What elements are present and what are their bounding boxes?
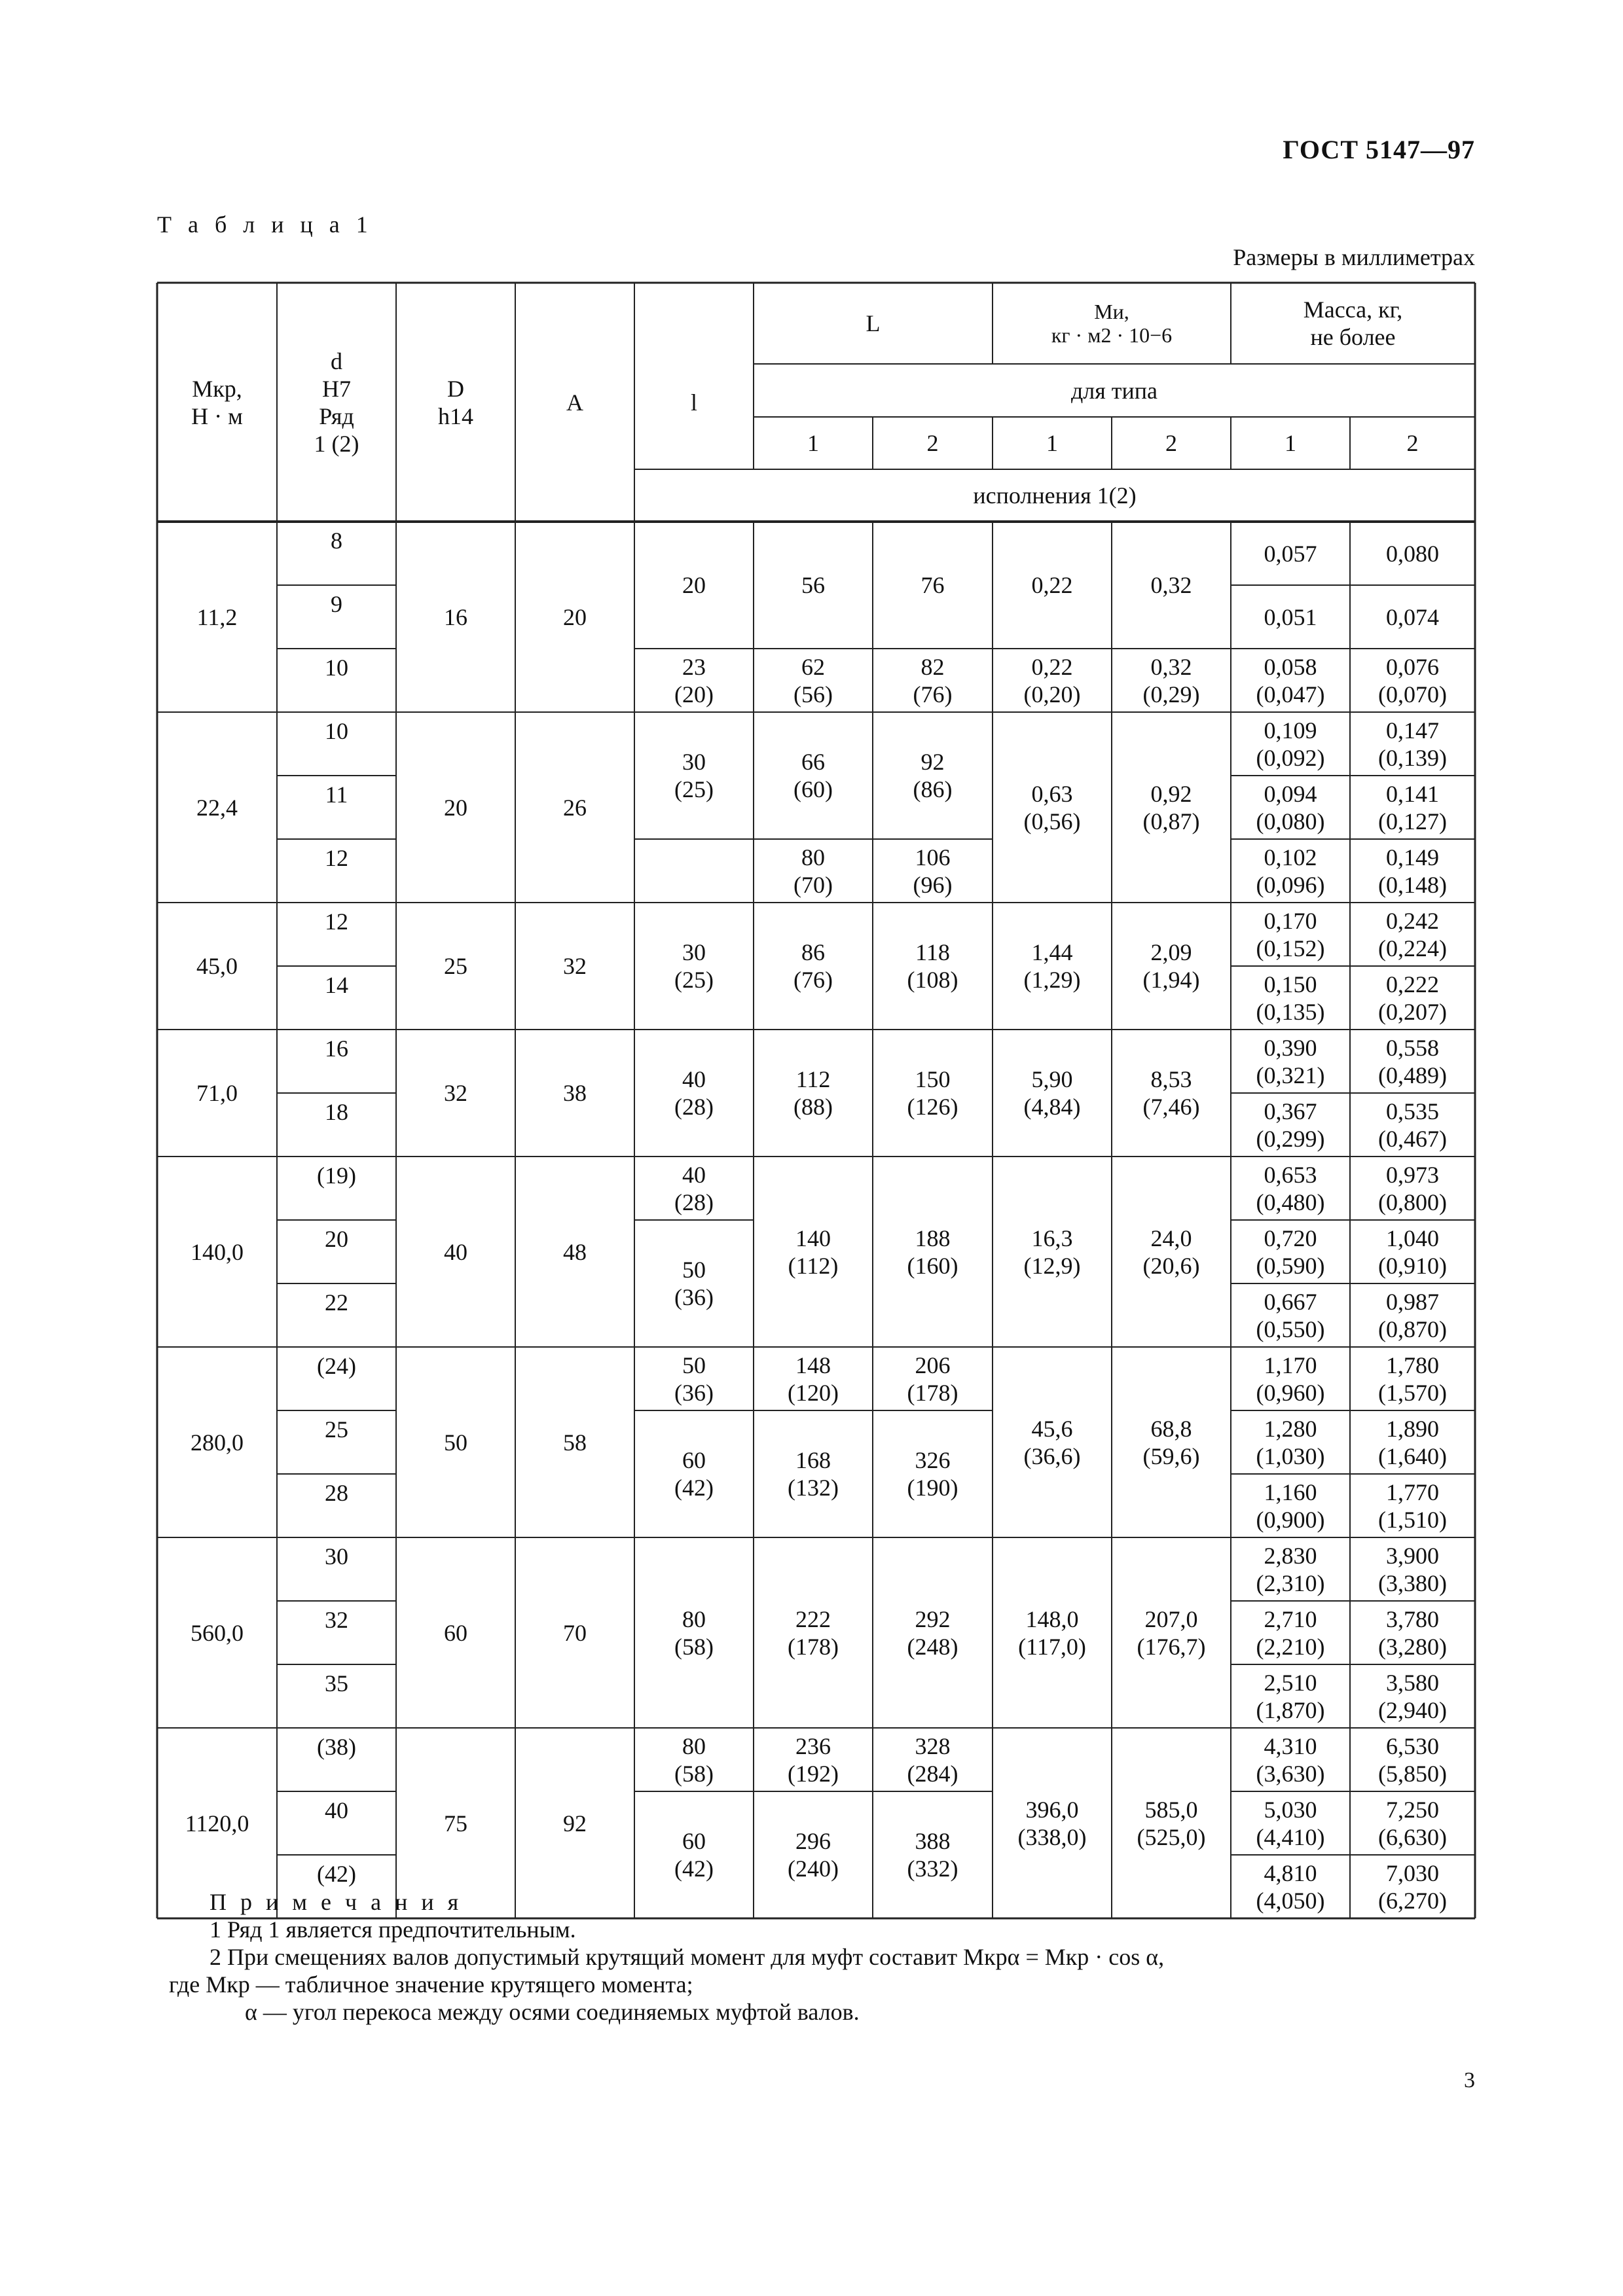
bore-d-value: 9 (331, 591, 342, 617)
length-l-value: 50 (36) (674, 1352, 714, 1406)
bore-d-value: 20 (325, 1226, 348, 1252)
length-L-type1-value: 236 (192) (788, 1732, 839, 1787)
mass-type1-value: 2,510 (1,870) (1256, 1669, 1325, 1723)
length-l-value: 60 (42) (674, 1447, 714, 1501)
length-l-value: 60 (42) (674, 1828, 714, 1882)
mass-type1-value: 2,830 (2,310) (1256, 1542, 1325, 1596)
mass-type2-value: 0,149 (0,148) (1378, 844, 1447, 898)
bore-D-value: 25 (444, 953, 467, 979)
length-l-value: 23 (20) (674, 653, 714, 708)
mass-type2-value: 1,890 (1,640) (1378, 1415, 1447, 1469)
header-type-1: 1 (1046, 430, 1058, 456)
inertia-type1-value: 45,6 (36,6) (1023, 1415, 1081, 1469)
torque-value: 11,2 (196, 603, 238, 630)
mass-type2-value: 1,780 (1,570) (1378, 1352, 1447, 1406)
bore-d-value: (38) (317, 1734, 356, 1760)
mass-type2-value: 0,080 (1386, 540, 1439, 567)
note-1: 1 Ряд 1 является предпочтительным. (210, 1916, 576, 1943)
length-l-value: 30 (25) (674, 939, 714, 993)
mass-type1-value: 2,710 (2,210) (1256, 1605, 1325, 1660)
length-L-type2-value: 388 (332) (907, 1828, 958, 1882)
bore-d-value: 16 (325, 1035, 348, 1062)
inertia-type2-value: 24,0 (20,6) (1142, 1225, 1200, 1279)
mass-type2-value: 6,530 (5,850) (1378, 1732, 1447, 1787)
inertia-type2-value: 585,0 (525,0) (1137, 1796, 1206, 1850)
inertia-type1-value: 5,90 (4,84) (1023, 1066, 1081, 1120)
dimension-A-value: 48 (563, 1238, 587, 1265)
mass-type2-value: 0,535 (0,467) (1378, 1098, 1447, 1152)
inertia-type1-value: 0,22 (0,20) (1023, 653, 1081, 708)
mass-type1-value: 0,367 (0,299) (1256, 1098, 1325, 1152)
inertia-type1-value: 0,22 (1031, 572, 1073, 598)
mass-type1-value: 0,102 (0,096) (1256, 844, 1325, 898)
length-L-type2-value: 188 (160) (907, 1225, 958, 1279)
bore-D-value: 75 (444, 1810, 467, 1837)
dimension-A-value: 92 (563, 1810, 587, 1837)
dimension-A-value: 26 (563, 794, 587, 821)
length-l-value: 40 (28) (674, 1066, 714, 1120)
dimension-A-value: 32 (563, 953, 587, 979)
mass-type2-value: 7,030 (6,270) (1378, 1859, 1447, 1914)
mass-type2-value: 0,076 (0,070) (1378, 653, 1447, 708)
bore-d-value: (19) (317, 1162, 356, 1189)
mass-type2-value: 0,973 (0,800) (1378, 1161, 1447, 1215)
inertia-type1-value: 16,3 (12,9) (1023, 1225, 1081, 1279)
length-L-type1-value: 140 (112) (788, 1225, 839, 1279)
length-L-type2-value: 206 (178) (907, 1352, 958, 1406)
mass-type1-value: 0,150 (0,135) (1256, 971, 1325, 1025)
length-L-type1-value: 168 (132) (788, 1447, 839, 1501)
header-l: l (690, 389, 697, 416)
torque-value: 560,0 (191, 1619, 244, 1646)
header-type-2: 2 (926, 430, 939, 456)
length-l-value: 30 (25) (674, 749, 714, 802)
bore-d-value: 10 (325, 718, 348, 744)
length-L-type2-value: 82 (76) (913, 653, 953, 708)
standard-title: ГОСТ 5147—97 (1283, 135, 1475, 164)
torque-value: 140,0 (191, 1238, 244, 1265)
mass-type1-value: 0,720 (0,590) (1256, 1225, 1325, 1279)
mass-type1-value: 0,667 (0,550) (1256, 1288, 1325, 1342)
mass-type2-value: 1,040 (0,910) (1378, 1225, 1447, 1279)
bore-d-value: 22 (325, 1289, 348, 1316)
length-l-value: 50 (36) (674, 1257, 714, 1310)
bore-d-value: 28 (325, 1480, 348, 1506)
mass-type1-value: 4,810 (4,050) (1256, 1859, 1325, 1914)
mass-type1-value: 1,170 (0,960) (1256, 1352, 1325, 1406)
length-l-value: 40 (28) (674, 1161, 714, 1215)
inertia-type1-value: 148,0 (117,0) (1018, 1605, 1086, 1660)
length-L-type1-value: 66 (60) (793, 749, 833, 802)
length-L-type2-value: 292 (248) (907, 1605, 958, 1660)
length-l-value: 20 (682, 572, 706, 598)
length-L-type1-value: 62 (56) (793, 653, 833, 708)
header-version: исполнения 1(2) (973, 482, 1137, 509)
mass-type1-value: 4,310 (3,630) (1256, 1732, 1325, 1787)
dimension-A-value: 20 (563, 603, 587, 630)
bore-d-value: 40 (325, 1797, 348, 1823)
page-number: 3 (1464, 2068, 1475, 2092)
header-type-2: 2 (1165, 430, 1177, 456)
mass-type1-value: 0,057 (1264, 540, 1317, 567)
dimension-A-value: 70 (563, 1619, 587, 1646)
bore-d-value: 10 (325, 655, 348, 681)
inertia-type2-value: 68,8 (59,6) (1142, 1415, 1200, 1469)
inertia-type2-value: 0,32 (1150, 572, 1192, 598)
length-L-type2-value: 106 (96) (913, 844, 953, 898)
bore-d-value: 14 (325, 972, 348, 998)
mass-type2-value: 0,141 (0,127) (1378, 780, 1447, 834)
mass-type1-value: 0,058 (0,047) (1256, 653, 1325, 708)
mass-type1-value: 0,170 (0,152) (1256, 907, 1325, 961)
length-L-type1-value: 148 (120) (788, 1352, 839, 1406)
mass-type2-value: 0,558 (0,489) (1378, 1034, 1447, 1088)
inertia-type1-value: 0,63 (0,56) (1023, 780, 1081, 834)
inertia-type2-value: 2,09 (1,94) (1142, 939, 1200, 993)
inertia-type2-value: 0,92 (0,87) (1142, 780, 1200, 834)
mass-type1-value: 0,051 (1264, 603, 1317, 630)
mass-type2-value: 3,780 (3,280) (1378, 1605, 1447, 1660)
torque-value: 1120,0 (185, 1810, 249, 1837)
length-L-type2-value: 76 (921, 572, 945, 598)
bore-D-value: 50 (444, 1429, 467, 1456)
mass-type2-value: 3,580 (2,940) (1378, 1669, 1447, 1723)
length-L-type2-value: 92 (86) (913, 749, 953, 802)
length-L-type2-value: 328 (284) (907, 1732, 958, 1787)
bore-d-value: 12 (325, 845, 348, 871)
mass-type1-value: 0,390 (0,321) (1256, 1034, 1325, 1088)
header-mass: Масса, кг, не более (1303, 296, 1403, 350)
mass-type2-value: 3,900 (3,380) (1378, 1542, 1447, 1596)
mass-type1-value: 0,109 (0,092) (1256, 717, 1325, 771)
torque-value: 22,4 (196, 794, 238, 821)
header-A: A (566, 389, 583, 416)
bore-d-value: 25 (325, 1416, 348, 1443)
inertia-type2-value: 0,32 (0,29) (1142, 653, 1200, 708)
length-L-type2-value: 118 (108) (907, 939, 958, 993)
bore-d-value: 8 (331, 528, 342, 554)
note-2-alpha: α — угол перекоса между осями соединяемых муфтой валов. (245, 1999, 860, 2025)
bore-d-value: 30 (325, 1543, 348, 1570)
length-L-type1-value: 222 (178) (788, 1605, 839, 1660)
length-L-type1-value: 86 (76) (793, 939, 833, 993)
mass-type1-value: 0,653 (0,480) (1256, 1161, 1325, 1215)
mass-type2-value: 0,987 (0,870) (1378, 1288, 1447, 1342)
bore-d-value: (42) (317, 1861, 356, 1887)
inertia-type2-value: 207,0 (176,7) (1137, 1605, 1206, 1660)
mass-type1-value: 1,160 (0,900) (1256, 1479, 1325, 1533)
length-L-type1-value: 80 (70) (793, 844, 833, 898)
units-caption: Размеры в миллиметрах (1233, 244, 1475, 270)
header-d: d H7 Ряд 1 (2) (314, 348, 359, 457)
header-mkr: Mкр, Н · м (191, 375, 243, 429)
dimension-A-value: 58 (563, 1429, 587, 1456)
inertia-type1-value: 396,0 (338,0) (1017, 1796, 1087, 1850)
bore-D-value: 20 (444, 794, 467, 821)
mass-type2-value: 0,074 (1386, 603, 1439, 630)
header-type: для типа (1070, 377, 1158, 404)
mass-type2-value: 1,770 (1,510) (1378, 1479, 1447, 1533)
mass-type1-value: 1,280 (1,030) (1256, 1415, 1325, 1469)
mass-type1-value: 0,094 (0,080) (1256, 780, 1325, 834)
length-L-type2-value: 150 (126) (907, 1066, 958, 1120)
bore-D-value: 32 (444, 1080, 467, 1106)
length-L-type1-value: 56 (801, 572, 825, 598)
torque-value: 280,0 (191, 1429, 244, 1456)
mass-type2-value: 0,222 (0,207) (1378, 971, 1447, 1025)
header-type-1: 1 (807, 430, 819, 456)
length-l-value: 80 (58) (674, 1605, 714, 1660)
mass-type1-value: 5,030 (4,410) (1256, 1796, 1325, 1850)
inertia-type2-value: 8,53 (7,46) (1142, 1066, 1200, 1120)
bore-D-value: 60 (444, 1619, 467, 1646)
length-L-type2-value: 326 (190) (907, 1447, 958, 1501)
header-D: D h14 (438, 375, 473, 429)
bore-D-value: 16 (444, 603, 467, 630)
length-L-type1-value: 296 (240) (788, 1828, 839, 1882)
notes-heading: П р и м е ч а н и я (210, 1889, 463, 1915)
header-type-1: 1 (1285, 430, 1296, 456)
mass-type2-value: 7,250 (6,630) (1378, 1796, 1447, 1850)
bore-d-value: 12 (325, 908, 348, 935)
inertia-type1-value: 1,44 (1,29) (1023, 939, 1081, 993)
bore-d-value: 35 (325, 1670, 348, 1696)
bore-d-value: 32 (325, 1607, 348, 1633)
bore-d-value: 18 (325, 1099, 348, 1125)
length-l-value (634, 839, 754, 903)
header-L: L (866, 310, 881, 336)
mass-type2-value: 0,242 (0,224) (1378, 907, 1447, 961)
dimension-A-value: 38 (563, 1080, 587, 1106)
table-notes (169, 1888, 1472, 2026)
torque-value: 45,0 (196, 953, 238, 979)
bore-D-value: 40 (444, 1238, 467, 1265)
header-type-2: 2 (1406, 430, 1419, 456)
length-L-type1-value: 112 (88) (793, 1066, 833, 1120)
length-l-value: 80 (58) (674, 1732, 714, 1787)
bore-d-value: (24) (317, 1353, 356, 1379)
torque-value: 71,0 (196, 1080, 238, 1106)
note-2-continuation: где Mкр — табличное значение крутящего момента; (169, 1971, 693, 1998)
bore-d-value: 11 (325, 781, 348, 808)
note-2: 2 При смещениях валов допустимый крутящий момент для муфт составит Mкрα = Mкр · cos α, (210, 1944, 1165, 1970)
table-caption: Т а б л и ц а 1 (157, 211, 373, 238)
mass-type2-value: 0,147 (0,139) (1378, 717, 1447, 771)
header-Mi: Mи, кг · м2 · 10−6 (1051, 300, 1173, 347)
